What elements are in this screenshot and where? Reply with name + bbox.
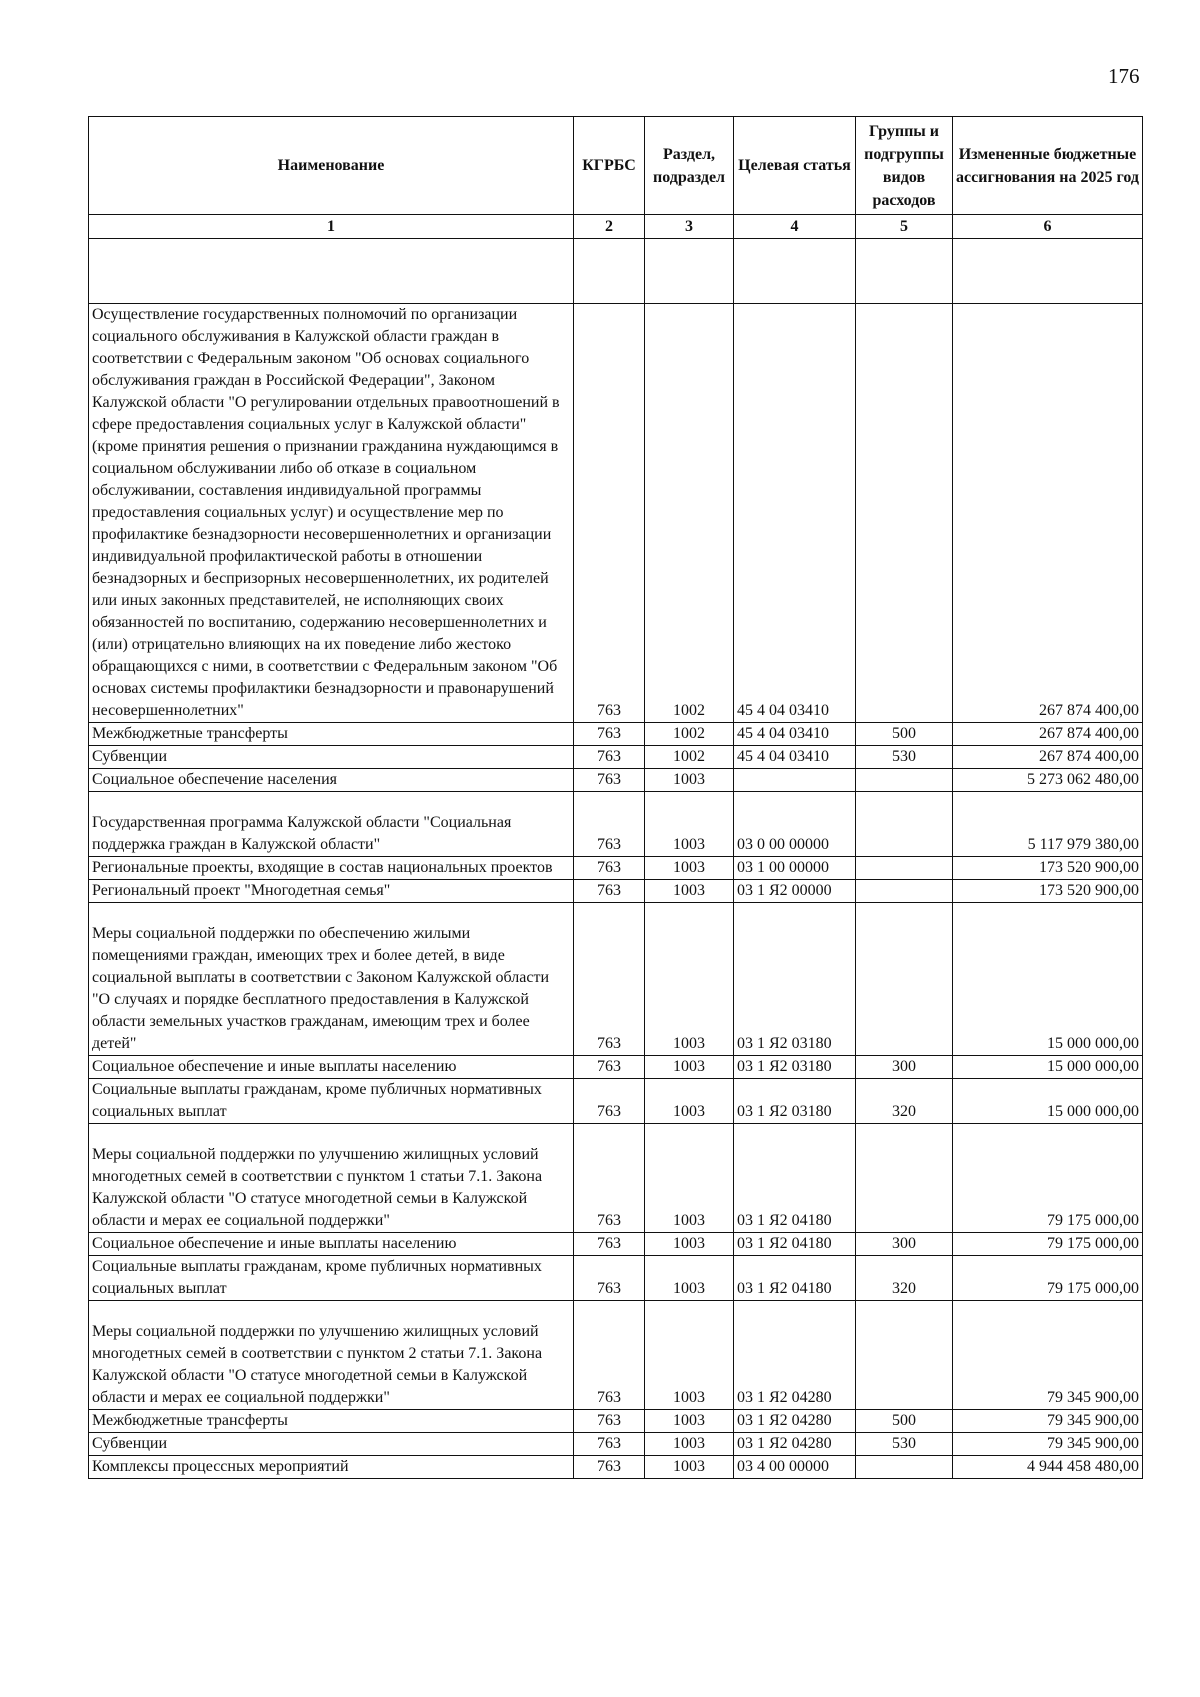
table-row <box>89 1456 1143 1479</box>
row-kgrbs: 763 <box>574 769 645 792</box>
row-section: 1003 <box>645 792 734 857</box>
row-target: 03 1 Я2 03180 <box>734 1056 856 1079</box>
header-kgrbs: КГРБС <box>574 117 645 215</box>
table-row <box>89 304 1143 723</box>
table-row <box>89 1410 1143 1433</box>
row-name: Региональные проекты, входящие в состав национальных проектов <box>89 857 574 880</box>
row-name: Межбюджетные трансферты <box>89 1410 574 1433</box>
row-group <box>856 1124 953 1233</box>
row-name: Социальные выплаты гражданам, кроме публичных нормативных социальных выплат <box>89 1079 574 1124</box>
row-target: 03 4 00 00000 <box>734 1456 856 1479</box>
row-group: 300 <box>856 1056 953 1079</box>
page-number: 176 <box>1108 64 1140 88</box>
row-amount: 15 000 000,00 <box>953 903 1143 1056</box>
table-row <box>89 1079 1143 1124</box>
row-kgrbs: 763 <box>574 1233 645 1256</box>
row-amount: 267 874 400,00 <box>953 304 1143 723</box>
row-name: Межбюджетные трансферты <box>89 723 574 746</box>
row-kgrbs: 763 <box>574 1410 645 1433</box>
row-target: 45 4 04 03410 <box>734 746 856 769</box>
row-target: 03 1 Я2 03180 <box>734 903 856 1056</box>
row-section: 1003 <box>645 1079 734 1124</box>
row-amount: 79 175 000,00 <box>953 1256 1143 1301</box>
table-row <box>89 1233 1143 1256</box>
row-section: 1002 <box>645 746 734 769</box>
row-target: 03 1 Я2 04280 <box>734 1433 856 1456</box>
table-row <box>89 1256 1143 1301</box>
row-section: 1002 <box>645 723 734 746</box>
header-group: Группы и подгруппы видов расходов <box>856 117 953 215</box>
column-number-row <box>89 215 1143 239</box>
row-group: 530 <box>856 1433 953 1456</box>
row-target: 03 1 Я2 04180 <box>734 1124 856 1233</box>
row-target: 03 1 Я2 04180 <box>734 1233 856 1256</box>
row-kgrbs: 763 <box>574 903 645 1056</box>
row-section: 1003 <box>645 1056 734 1079</box>
row-group <box>856 857 953 880</box>
row-name: Социальное обеспечение населения <box>89 769 574 792</box>
row-name: Осуществление государственных полномочий по организации социального обслуживания в Калужской области граждан в соответствии с Федеральным законом "Об основах социального обслуживания граждан в Российской Федерации", Законом Калужской области "О регулировании отдельных правоотношений в сфере предоставления социальных услуг в Калужской области" (кроме принятия решения о признании гражданина нуждающимся в социальном обслуживании либо об отказе в социальном обслуживании, составления индивидуальной программы предоставления социальных услуг) и осуществление мер по профилактике безнадзорности несовершеннолетних и организации индивидуальной профилактической работы в отношении безнадзорных и беспризорных несовершеннолетних, их родителей или иных законных представителей, не исполняющих своих обязанностей по воспитанию, содержанию несовершеннолетних и (или) отрицательно влияющих на их поведение либо жестоко обращающихся с ними, в соответствии с Федеральным законом "Об основах системы профилактики безнадзорности и правонарушений несовершеннолетних" <box>89 304 574 723</box>
row-kgrbs: 763 <box>574 880 645 903</box>
row-section: 1003 <box>645 1301 734 1410</box>
row-group: 320 <box>856 1256 953 1301</box>
table-row <box>89 746 1143 769</box>
row-amount: 79 175 000,00 <box>953 1233 1143 1256</box>
table-row <box>89 723 1143 746</box>
header-name: Наименование <box>89 117 574 215</box>
budget-table <box>88 116 1143 1479</box>
row-target: 03 1 Я2 00000 <box>734 880 856 903</box>
row-section: 1003 <box>645 769 734 792</box>
column-number: 5 <box>856 215 953 239</box>
row-kgrbs: 763 <box>574 1456 645 1479</box>
row-target: 03 1 Я2 04180 <box>734 1256 856 1301</box>
row-group <box>856 903 953 1056</box>
row-name: Меры социальной поддержки по улучшению жилищных условий многодетных семей в соответствии с пунктом 2 статьи 7.1. Закона Калужской области "О статусе многодетной семьи в Калужской области и мерах ее социальной поддержки" <box>89 1301 574 1410</box>
row-name: Субвенции <box>89 1433 574 1456</box>
row-section: 1002 <box>645 304 734 723</box>
row-name: Государственная программа Калужской области "Социальная поддержка граждан в Калужской области" <box>89 792 574 857</box>
column-number: 1 <box>89 215 574 239</box>
row-group: 500 <box>856 1410 953 1433</box>
row-group <box>856 769 953 792</box>
table-row <box>89 857 1143 880</box>
row-section: 1003 <box>645 903 734 1056</box>
row-kgrbs: 763 <box>574 1256 645 1301</box>
table-row <box>89 1056 1143 1079</box>
row-target: 03 1 Я2 03180 <box>734 1079 856 1124</box>
row-group: 500 <box>856 723 953 746</box>
table-row <box>89 1301 1143 1410</box>
row-name: Меры социальной поддержки по улучшению жилищных условий многодетных семей в соответствии с пунктом 1 статьи 7.1. Закона Калужской области "О статусе многодетной семьи в Калужской области и мерах ее социальной поддержки" <box>89 1124 574 1233</box>
row-section: 1003 <box>645 1433 734 1456</box>
header-amount: Измененные бюджетные ассигнования на 2025 год <box>953 117 1143 215</box>
row-group: 530 <box>856 746 953 769</box>
column-number: 3 <box>645 215 734 239</box>
row-amount: 5 117 979 380,00 <box>953 792 1143 857</box>
row-kgrbs: 763 <box>574 723 645 746</box>
row-amount: 267 874 400,00 <box>953 746 1143 769</box>
row-section: 1003 <box>645 1124 734 1233</box>
row-amount: 4 944 458 480,00 <box>953 1456 1143 1479</box>
row-target <box>734 769 856 792</box>
row-amount: 267 874 400,00 <box>953 723 1143 746</box>
row-target: 45 4 04 03410 <box>734 304 856 723</box>
row-kgrbs: 763 <box>574 746 645 769</box>
row-section: 1003 <box>645 880 734 903</box>
header-row <box>89 117 1143 215</box>
column-number: 6 <box>953 215 1143 239</box>
row-section: 1003 <box>645 1256 734 1301</box>
row-group <box>856 1301 953 1410</box>
row-section: 1003 <box>645 1456 734 1479</box>
header-section: Раздел, подраздел <box>645 117 734 215</box>
row-section: 1003 <box>645 1233 734 1256</box>
row-amount: 15 000 000,00 <box>953 1056 1143 1079</box>
row-amount: 79 175 000,00 <box>953 1124 1143 1233</box>
spacer-row <box>89 239 1143 304</box>
table-row <box>89 792 1143 857</box>
row-group <box>856 304 953 723</box>
row-section: 1003 <box>645 857 734 880</box>
row-target: 03 1 Я2 04280 <box>734 1301 856 1410</box>
table-row <box>89 1433 1143 1456</box>
row-target: 03 0 00 00000 <box>734 792 856 857</box>
row-group <box>856 792 953 857</box>
row-kgrbs: 763 <box>574 1433 645 1456</box>
row-name: Субвенции <box>89 746 574 769</box>
table-row <box>89 903 1143 1056</box>
column-number: 2 <box>574 215 645 239</box>
row-kgrbs: 763 <box>574 1301 645 1410</box>
row-kgrbs: 763 <box>574 1056 645 1079</box>
row-kgrbs: 763 <box>574 1124 645 1233</box>
table-row <box>89 769 1143 792</box>
row-target: 03 1 00 00000 <box>734 857 856 880</box>
row-group: 320 <box>856 1079 953 1124</box>
row-kgrbs: 763 <box>574 1079 645 1124</box>
row-amount: 5 273 062 480,00 <box>953 769 1143 792</box>
row-section: 1003 <box>645 1410 734 1433</box>
row-target: 03 1 Я2 04280 <box>734 1410 856 1433</box>
row-name: Комплексы процессных мероприятий <box>89 1456 574 1479</box>
row-group <box>856 880 953 903</box>
row-name: Социальные выплаты гражданам, кроме публичных нормативных социальных выплат <box>89 1256 574 1301</box>
row-amount: 79 345 900,00 <box>953 1410 1143 1433</box>
row-group <box>856 1456 953 1479</box>
row-kgrbs: 763 <box>574 792 645 857</box>
row-amount: 173 520 900,00 <box>953 880 1143 903</box>
row-name: Региональный проект "Многодетная семья" <box>89 880 574 903</box>
column-number: 4 <box>734 215 856 239</box>
row-amount: 15 000 000,00 <box>953 1079 1143 1124</box>
row-amount: 173 520 900,00 <box>953 857 1143 880</box>
row-name: Социальное обеспечение и иные выплаты населению <box>89 1056 574 1079</box>
row-kgrbs: 763 <box>574 304 645 723</box>
row-name: Социальное обеспечение и иные выплаты населению <box>89 1233 574 1256</box>
table-row <box>89 880 1143 903</box>
table-row <box>89 1124 1143 1233</box>
row-group: 300 <box>856 1233 953 1256</box>
row-name: Меры социальной поддержки по обеспечению жилыми помещениями граждан, имеющих трех и более детей, в виде социальной выплаты в соответствии с Законом Калужской области "О случаях и порядке бесплатного предоставления в Калужской области земельных участков гражданам, имеющим трех и более детей" <box>89 903 574 1056</box>
row-amount: 79 345 900,00 <box>953 1433 1143 1456</box>
header-target: Целевая статья <box>734 117 856 215</box>
row-target: 45 4 04 03410 <box>734 723 856 746</box>
row-amount: 79 345 900,00 <box>953 1301 1143 1410</box>
row-kgrbs: 763 <box>574 857 645 880</box>
